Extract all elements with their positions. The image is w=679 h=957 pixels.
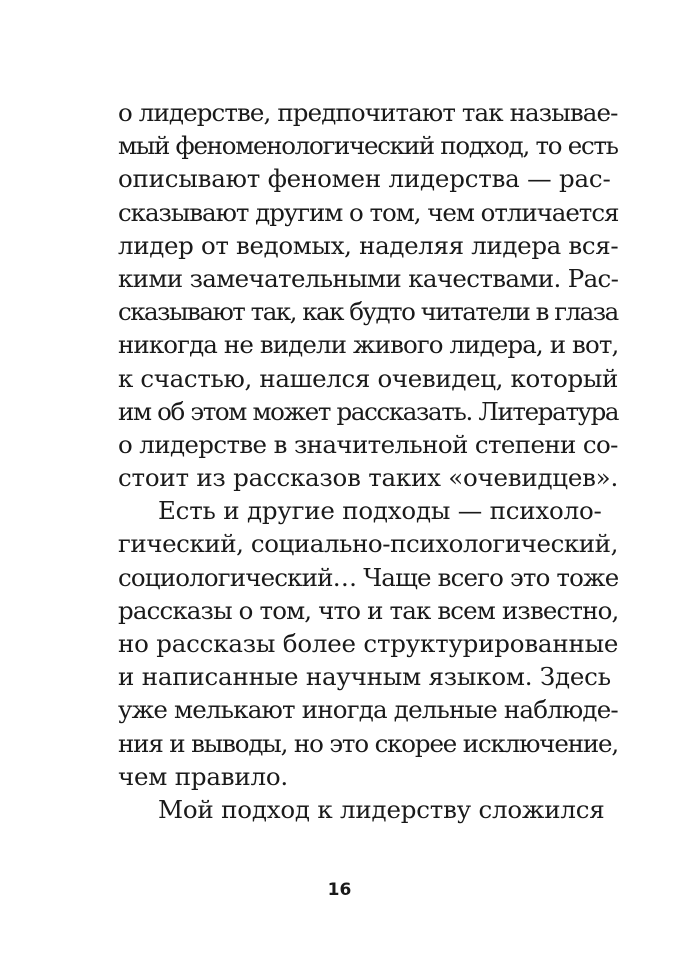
text-line: рассказы о том, что и так всем известно, [118,595,619,625]
text-line: стоит из рассказов таких «очевидцев». [118,463,618,493]
text-line: о лидерстве в значительной степени со- [118,429,618,459]
text-line: описывают феномен лидерства — рас- [118,164,611,194]
page-number: 16 [327,880,352,900]
text-line: никогда не видели живого лидера, и вот, [118,330,619,360]
text-line: к счастью, нашелся очевидец, который [118,363,619,393]
text-line: гический, социально-психологический, [118,529,618,559]
text-line: уже мелькают иногда дельные наблюде- [118,695,618,725]
text-line: чем правило. [118,761,288,791]
text-line: о лидерстве, предпочитают так называе- [118,98,618,127]
text-line: ния и выводы, но это скорее исключение, [118,728,619,758]
text-line: и написанные научным языком. Здесь [118,662,611,692]
text-line: социологический… Чаще всего это тоже [118,562,619,592]
text-line: кими замечательными качествами. Рас- [118,263,619,293]
text-line: им об этом может рассказать. Литература [118,396,619,426]
text-line: сказывают так, как будто читатели в глаза [118,297,618,327]
text-line: но рассказы более структурированные [118,629,619,658]
text-line: лидер от ведомых, наделяя лидера вся- [118,230,619,260]
paragraph-first-line: Мой подход к лидерству сложился [158,794,605,824]
text-line: сказывают другим о том, чем отличается [118,197,619,227]
text-line: мый феноменологический подход, то есть [118,131,618,161]
paragraph-first-line: Есть и другие подходы — психоло- [158,496,602,526]
body-text [118,96,618,826]
